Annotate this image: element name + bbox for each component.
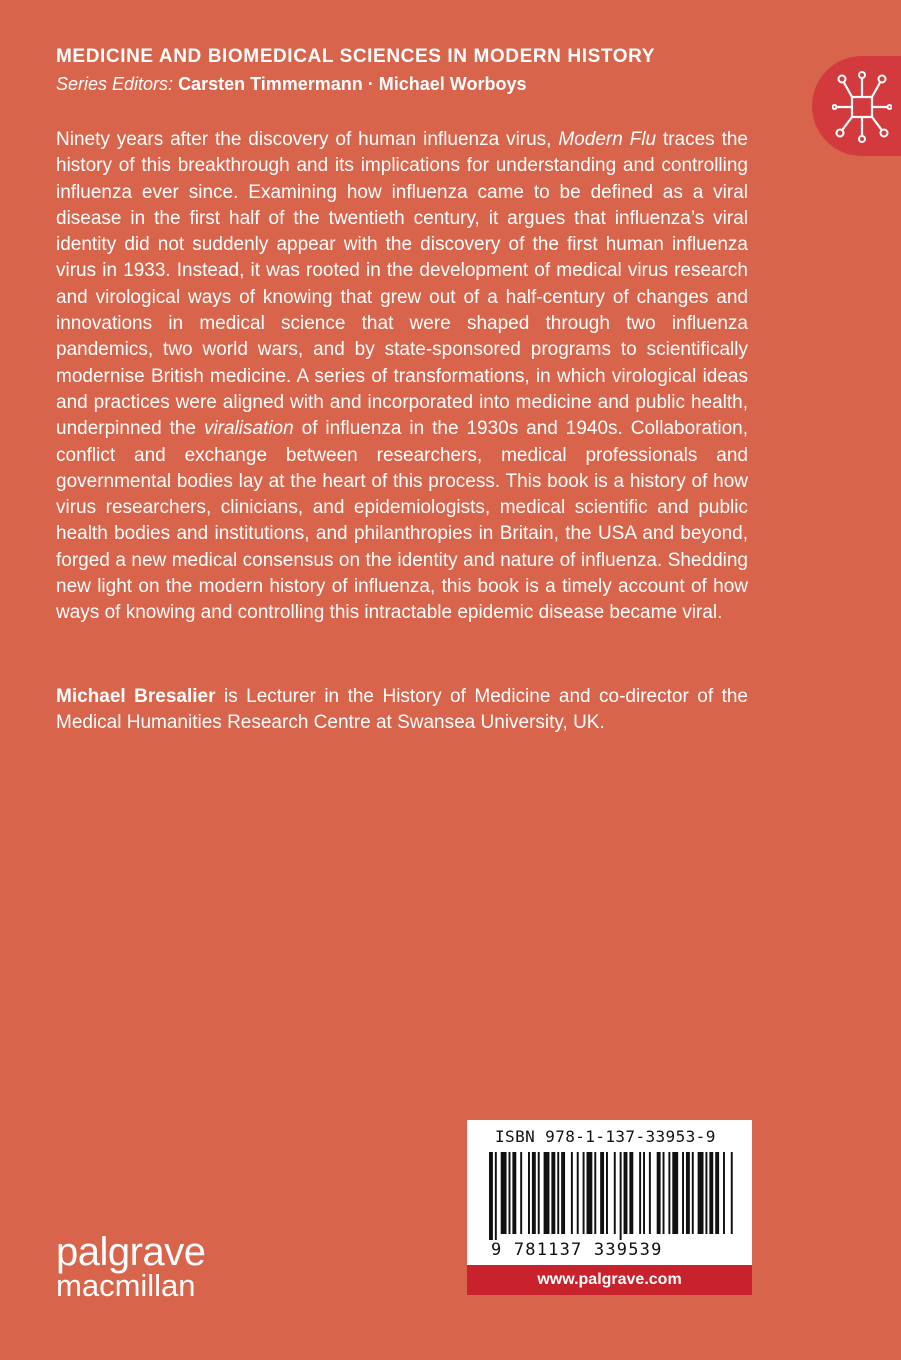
series-editors-names: Carsten Timmermann · Michael Worboys [178, 74, 527, 94]
description-part-2: traces the history of this breakthrough and its implications for understanding and controlling influenza ever since. Examining how influenza came to be defined as a viral disease in the first half of the twentieth century, it argues that influenza’s viral identity did not suddenly appear with the discovery of the first human influenza virus in 1933. Instead, it was rooted in the development of medical virus research and virological ways of knowing that grew out of a half-century of changes and innovations in medical science that were shaped through two influenza pandemics, two world wars, and by state-sponsored programs to scientifically modernise British medicine. A series of transformations, in which virological ideas and practices were aligned with and incorporated into medicine and public health, underpinned the [56, 129, 748, 440]
barcode-bar [698, 1152, 704, 1234]
series-editors [56, 74, 527, 95]
barcode-bar [614, 1152, 616, 1234]
publisher-badge [812, 56, 901, 156]
barcode-bar [551, 1152, 555, 1234]
barcode-bar [606, 1152, 608, 1234]
barcode-bar [538, 1152, 540, 1234]
barcode-bar [657, 1152, 661, 1234]
isbn-label: ISBN 978-1-137-33953-9 [495, 1127, 716, 1146]
series-title: MEDICINE AND BIOMEDICAL SCIENCES IN MODERN HISTORY [56, 46, 655, 67]
barcode-bar [731, 1152, 733, 1234]
author-bio-text: is Lecturer in the History of Medicine and co-director of the Medical Humanities Research Centre at Swansea University, UK. [56, 686, 748, 733]
barcode-bar [528, 1152, 530, 1234]
author-bio [56, 684, 748, 736]
barcode-bar [594, 1152, 596, 1234]
barcode-bar [672, 1152, 678, 1234]
barcode-bar [624, 1152, 628, 1234]
barcode-bar [715, 1152, 719, 1234]
barcode-bar [561, 1152, 565, 1234]
barcode-bar [643, 1152, 645, 1234]
barcode-bar [489, 1152, 493, 1240]
barcode-bar [557, 1152, 559, 1234]
barcode-bar [649, 1152, 651, 1234]
barcode-bar [577, 1152, 579, 1234]
description-part-1: Ninety years after the discovery of human influenza virus, [56, 129, 559, 150]
barcode-bar [705, 1152, 707, 1234]
barcode-bar [571, 1152, 573, 1234]
barcode-bar [686, 1152, 690, 1234]
barcode-bar [509, 1152, 511, 1234]
barcode-panel [467, 1120, 752, 1265]
barcode-bar [600, 1152, 604, 1234]
barcode-bar [668, 1152, 670, 1234]
book-title-italic: Modern Flu [558, 129, 657, 150]
barcode-bar [709, 1152, 713, 1234]
publisher-logo-line2: macmillan [56, 1268, 196, 1303]
barcode-bar [501, 1152, 507, 1234]
barcode-bar [639, 1152, 641, 1234]
barcode-icon [489, 1152, 733, 1240]
barcode-bar [682, 1152, 684, 1234]
barcode-bar [544, 1152, 550, 1234]
barcode-bar [583, 1152, 585, 1234]
barcode-bar [692, 1152, 694, 1234]
barcode-bar [520, 1152, 522, 1234]
viralisation-italic: viralisation [203, 418, 294, 440]
author-name: Michael Bresalier [56, 686, 216, 707]
description-part-3: of influenza in the 1930s and 1940s. Collaboration, conflict and exchange between researchers, medical professionals and governmental bodies lay at the heart of this process. This book is a history of how virus researchers, clinicians, and epidemiologists, medical scientific and public health bodies and institutions, and philanthropies in Britain, the USA and beyond, forged a new medical consensus on the identity and nature of influenza. Shedding new light on the modern history of influenza, this book is a timely account of how ways of knowing and controlling this intractable epidemic disease became viral. [56, 418, 749, 624]
barcode-bar [629, 1152, 633, 1234]
barcode-bar [620, 1152, 622, 1240]
barcode-bar [495, 1152, 497, 1240]
barcode-bar [663, 1152, 665, 1234]
book-description [56, 127, 748, 627]
publisher-logo-line1: palgrave [56, 1230, 206, 1274]
barcode-bar [587, 1152, 593, 1234]
barcode-bar [532, 1152, 536, 1234]
series-editors-label: Series Editors: [56, 74, 174, 94]
barcode-bar [512, 1152, 516, 1234]
publisher-url[interactable]: www.palgrave.com [467, 1265, 752, 1295]
publisher-logo [56, 1232, 205, 1302]
palgrave-star-icon [832, 71, 892, 143]
barcode-number: 9 781137 339539 [491, 1240, 663, 1260]
barcode-bar [723, 1152, 725, 1234]
